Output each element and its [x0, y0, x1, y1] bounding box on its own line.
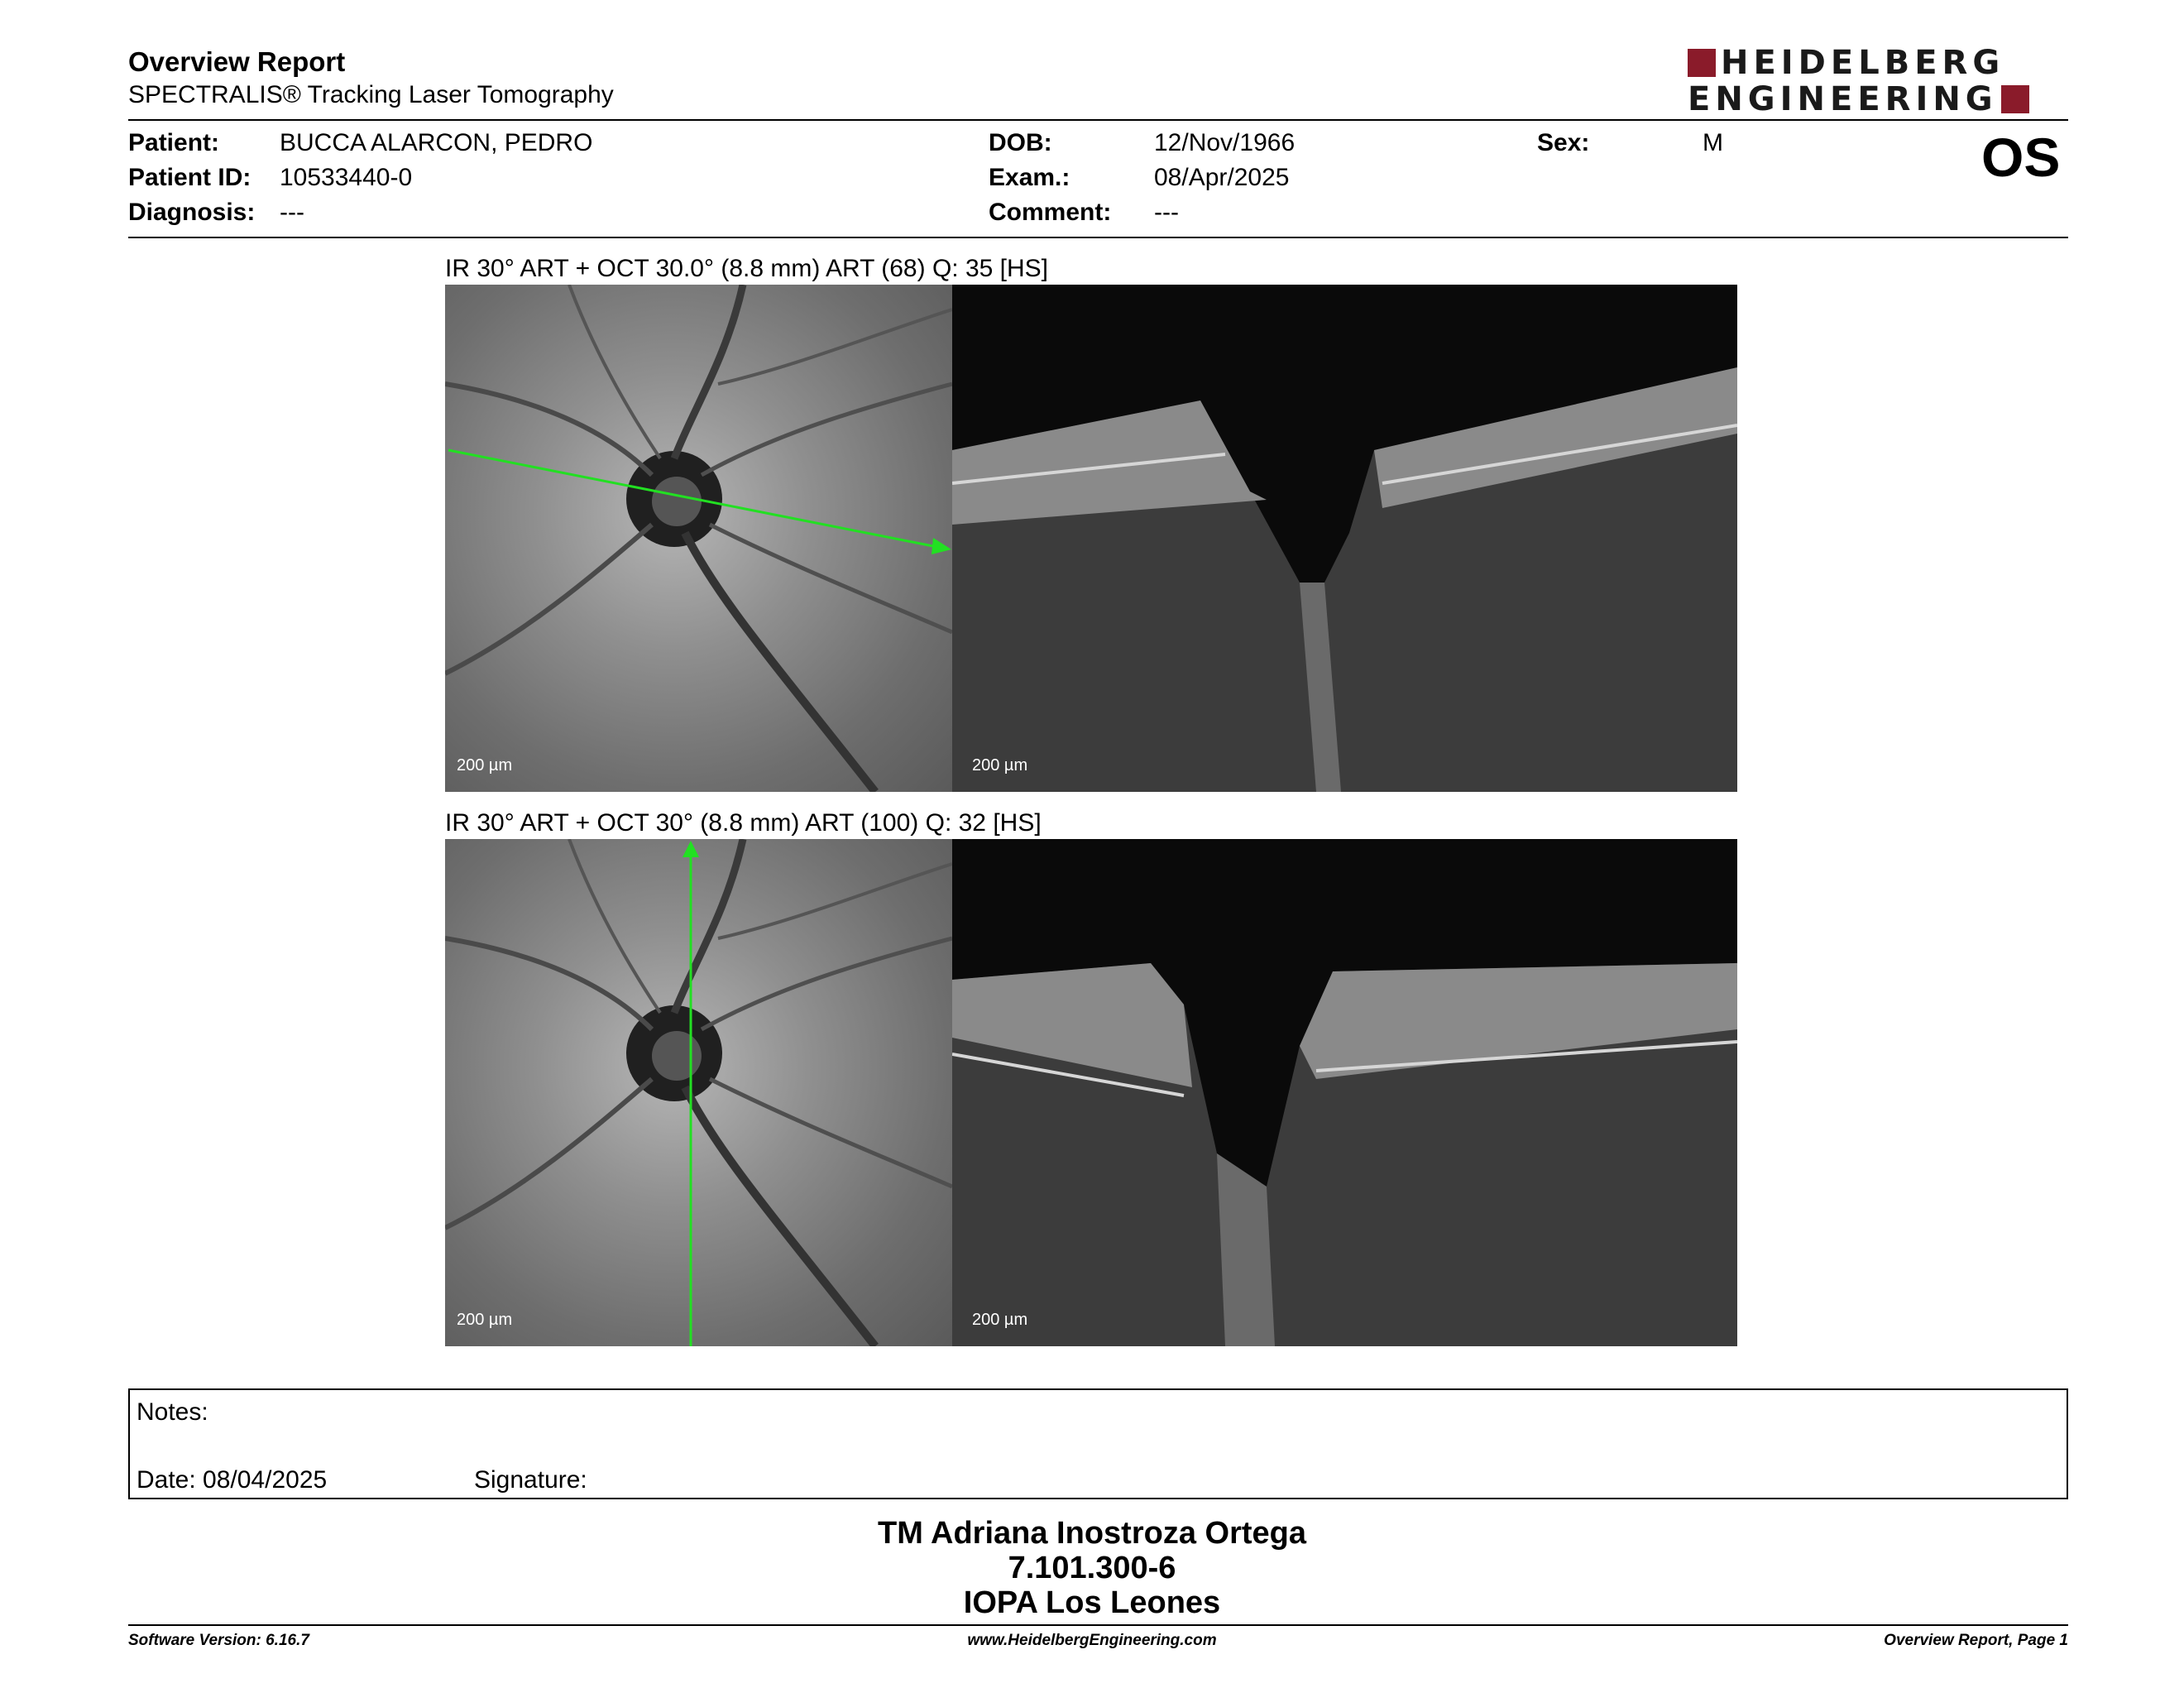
scan-1-fundus-image: [445, 285, 952, 792]
sig-name: TM Adriana Inostroza Ortega: [878, 1516, 1306, 1551]
dob-value: 12/Nov/1966: [1154, 129, 1296, 156]
page-number: Overview Report, Page 1: [1884, 1632, 2068, 1649]
logo-line-1: HEIDELBERG: [1721, 44, 2005, 82]
bscan-layers: [952, 285, 1737, 792]
exam-label: Exam.:: [989, 164, 1070, 191]
logo-square-icon: [2001, 85, 2029, 113]
sig-rut: 7.101.300-6: [1008, 1551, 1176, 1585]
scan-1-fundus-scale: 200 µm: [457, 756, 513, 774]
scan-line-horizontal: [445, 285, 952, 792]
sex-value: M: [1703, 129, 1723, 156]
dob-label: DOB:: [989, 129, 1052, 156]
notes-box: [128, 1388, 2068, 1499]
date-label: Date: 08/04/2025: [136, 1466, 328, 1494]
patient-id: 10533440-0: [280, 164, 413, 191]
scan-2-fundus-image: [445, 839, 952, 1346]
patient-id-label: Patient ID:: [128, 164, 251, 191]
scan-line-vertical: [445, 839, 952, 1346]
logo-square-icon: [1688, 49, 1716, 77]
diagnosis-label: Diagnosis:: [128, 199, 256, 226]
scan-2-bscan-image: [952, 839, 1737, 1346]
sig-institution: IOPA Los Leones: [963, 1585, 1221, 1620]
heidelberg-logo: [1688, 46, 2068, 116]
logo-line-2: ENGINEERING: [1688, 80, 1998, 118]
report-subtitle: SPECTRALIS® Tracking Laser Tomography: [128, 81, 614, 108]
scan-2-fundus-scale: 200 µm: [457, 1311, 513, 1329]
exam-value: 08/Apr/2025: [1154, 164, 1290, 191]
eye-indicator: OS: [1981, 127, 2061, 188]
scan-1-title: IR 30° ART + OCT 30.0° (8.8 mm) ART (68) Q: 35 [HS]: [445, 255, 1048, 282]
sex-label: Sex:: [1537, 129, 1590, 156]
report-title: Overview Report: [128, 46, 346, 77]
notes-label: Notes:: [136, 1398, 208, 1426]
patient-divider: [128, 237, 2068, 238]
diagnosis-value: ---: [280, 199, 304, 226]
software-version: Software Version: 6.16.7: [128, 1632, 309, 1649]
website-link[interactable]: www.HeidelbergEngineering.com: [967, 1632, 1217, 1649]
scan-2-title: IR 30° ART + OCT 30° (8.8 mm) ART (100) Q: 32 [HS]: [445, 809, 1042, 837]
comment-label: Comment:: [989, 199, 1112, 226]
scan-1-bscan-scale: 200 µm: [972, 756, 1028, 774]
header-divider: [128, 119, 2068, 121]
comment-value: ---: [1154, 199, 1179, 226]
signature-label: Signature:: [474, 1466, 587, 1494]
bscan-layers: [952, 839, 1737, 1346]
patient-label: Patient:: [128, 129, 220, 156]
scan-2-bscan-scale: 200 µm: [972, 1311, 1028, 1329]
footer-divider: [128, 1624, 2068, 1626]
scan-1-bscan-image: [952, 285, 1737, 792]
patient-name: BUCCA ALARCON, PEDRO: [280, 129, 593, 156]
